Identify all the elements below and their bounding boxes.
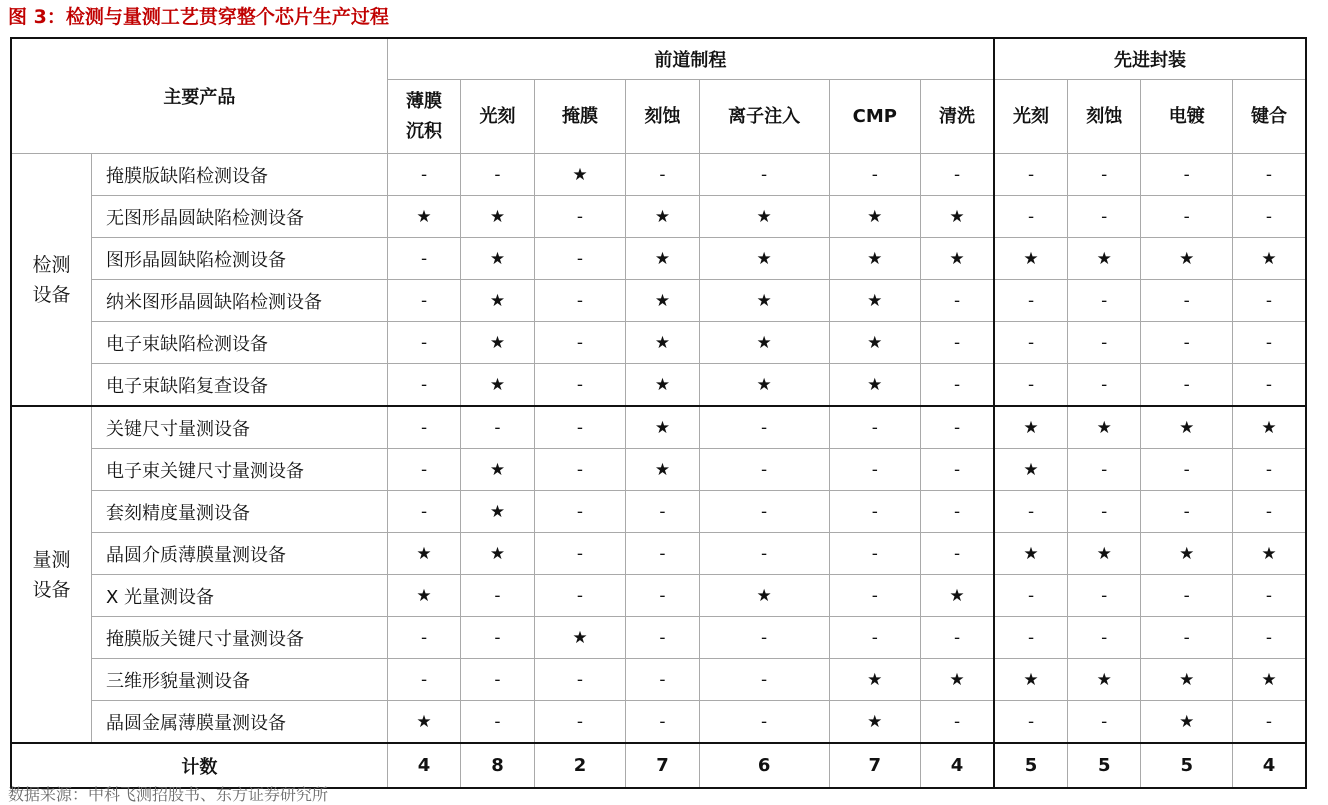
applicability-mark: ★ xyxy=(1141,659,1233,701)
product-name: 电子束关键尺寸量测设备 xyxy=(91,449,387,491)
applicability-mark: ★ xyxy=(461,533,534,575)
applicability-mark: ★ xyxy=(461,322,534,364)
count-value: 4 xyxy=(921,743,994,788)
section-label: 量测 设备 xyxy=(11,406,91,743)
product-name: 晶圆金属薄膜量测设备 xyxy=(91,701,387,744)
applicability-mark: - xyxy=(387,659,460,701)
applicability-mark: - xyxy=(1233,322,1307,364)
table-row xyxy=(11,322,1306,364)
applicability-mark: - xyxy=(994,491,1067,533)
applicability-mark: - xyxy=(534,449,626,491)
applicability-mark: ★ xyxy=(699,322,829,364)
applicability-mark: ★ xyxy=(461,491,534,533)
applicability-mark: - xyxy=(1141,322,1233,364)
applicability-mark: - xyxy=(1067,154,1140,196)
applicability-mark: - xyxy=(699,491,829,533)
count-value: 4 xyxy=(387,743,460,788)
applicability-mark: ★ xyxy=(921,575,994,617)
applicability-mark: ★ xyxy=(461,196,534,238)
process-header xyxy=(461,80,534,154)
process-header xyxy=(994,80,1067,154)
process-header-label: 刻蚀 xyxy=(644,105,681,127)
process-header-label: 光刻 xyxy=(1013,105,1049,127)
applicability-mark: ★ xyxy=(626,280,699,322)
applicability-mark: - xyxy=(461,406,534,449)
applicability-mark: ★ xyxy=(387,575,460,617)
applicability-mark: - xyxy=(1233,280,1307,322)
applicability-mark: ★ xyxy=(829,238,921,280)
applicability-mark: - xyxy=(387,406,460,449)
applicability-mark: - xyxy=(534,659,626,701)
applicability-mark: ★ xyxy=(1067,238,1140,280)
applicability-mark: ★ xyxy=(699,280,829,322)
applicability-mark: ★ xyxy=(829,659,921,701)
applicability-mark: - xyxy=(994,701,1067,744)
applicability-mark: - xyxy=(699,659,829,701)
applicability-mark: ★ xyxy=(461,449,534,491)
process-header-label: CMP xyxy=(852,105,897,127)
count-value: 6 xyxy=(699,743,829,788)
applicability-mark: ★ xyxy=(534,617,626,659)
product-name: 无图形晶圆缺陷检测设备 xyxy=(91,196,387,238)
applicability-mark: - xyxy=(626,617,699,659)
applicability-mark: ★ xyxy=(699,196,829,238)
applicability-mark: - xyxy=(461,154,534,196)
applicability-mark: - xyxy=(921,533,994,575)
applicability-mark: - xyxy=(1141,364,1233,407)
applicability-mark: ★ xyxy=(626,238,699,280)
table-row xyxy=(11,196,1306,238)
applicability-mark: - xyxy=(534,491,626,533)
applicability-mark: ★ xyxy=(921,238,994,280)
applicability-mark: - xyxy=(534,322,626,364)
applicability-mark: - xyxy=(1233,449,1307,491)
applicability-mark: - xyxy=(921,154,994,196)
applicability-mark: - xyxy=(994,575,1067,617)
count-value: 5 xyxy=(1141,743,1233,788)
applicability-mark: - xyxy=(994,364,1067,407)
applicability-mark: ★ xyxy=(387,196,460,238)
applicability-mark: - xyxy=(921,406,994,449)
applicability-mark: - xyxy=(461,701,534,744)
applicability-mark: ★ xyxy=(626,196,699,238)
product-name: 纳米图形晶圆缺陷检测设备 xyxy=(91,280,387,322)
applicability-mark: - xyxy=(829,154,921,196)
process-header-label: 清洗 xyxy=(939,105,976,127)
applicability-mark: - xyxy=(1233,154,1307,196)
applicability-mark: - xyxy=(387,280,460,322)
applicability-mark: ★ xyxy=(994,238,1067,280)
applicability-mark: ★ xyxy=(1233,238,1307,280)
applicability-mark: ★ xyxy=(994,449,1067,491)
source-note: 数据来源：中科飞测招股书、东方证券研究所 xyxy=(8,785,329,804)
applicability-mark: - xyxy=(1141,491,1233,533)
applicability-mark: - xyxy=(699,449,829,491)
table-row xyxy=(11,617,1306,659)
applicability-mark: ★ xyxy=(626,449,699,491)
table-row xyxy=(11,449,1306,491)
applicability-mark: ★ xyxy=(699,238,829,280)
applicability-mark: - xyxy=(921,617,994,659)
applicability-mark: - xyxy=(1141,617,1233,659)
applicability-mark: ★ xyxy=(1141,238,1233,280)
applicability-mark: - xyxy=(626,701,699,744)
applicability-mark: - xyxy=(1233,196,1307,238)
applicability-mark: ★ xyxy=(626,322,699,364)
applicability-mark: - xyxy=(994,617,1067,659)
process-header-label: 键合 xyxy=(1251,105,1287,127)
count-value: 7 xyxy=(626,743,699,788)
applicability-mark: - xyxy=(387,322,460,364)
applicability-mark: ★ xyxy=(994,406,1067,449)
applicability-mark: ★ xyxy=(1233,406,1307,449)
applicability-mark: - xyxy=(387,491,460,533)
process-header xyxy=(921,80,994,154)
applicability-mark: - xyxy=(1067,280,1140,322)
table-row xyxy=(11,280,1306,322)
applicability-mark: - xyxy=(699,617,829,659)
applicability-mark: - xyxy=(626,491,699,533)
count-value: 2 xyxy=(534,743,626,788)
applicability-mark: ★ xyxy=(699,364,829,407)
applicability-mark: - xyxy=(1067,617,1140,659)
applicability-mark: - xyxy=(1233,575,1307,617)
process-header-label: 离子注入 xyxy=(728,105,801,127)
applicability-mark: - xyxy=(921,701,994,744)
header-row-groups xyxy=(11,38,1306,80)
product-name: 晶圆介质薄膜量测设备 xyxy=(91,533,387,575)
applicability-mark: - xyxy=(1233,617,1307,659)
applicability-mark: - xyxy=(699,701,829,744)
applicability-mark: ★ xyxy=(1067,533,1140,575)
table-row xyxy=(11,364,1306,407)
count-label: 计数 xyxy=(11,743,387,788)
applicability-mark: - xyxy=(534,701,626,744)
applicability-mark: - xyxy=(534,364,626,407)
applicability-mark: - xyxy=(1067,364,1140,407)
applicability-mark: - xyxy=(1233,701,1307,744)
applicability-mark: ★ xyxy=(1067,659,1140,701)
applicability-mark: - xyxy=(699,533,829,575)
applicability-mark: ★ xyxy=(921,659,994,701)
applicability-mark: ★ xyxy=(1141,406,1233,449)
applicability-mark: - xyxy=(921,364,994,407)
process-header-label: 掩膜 xyxy=(561,105,598,127)
applicability-mark: - xyxy=(534,280,626,322)
product-name: 电子束缺陷复查设备 xyxy=(91,364,387,407)
applicability-mark: ★ xyxy=(994,533,1067,575)
applicability-mark: - xyxy=(387,154,460,196)
applicability-mark: - xyxy=(1067,701,1140,744)
table-row xyxy=(11,406,1306,449)
process-header xyxy=(387,80,460,154)
process-header xyxy=(626,80,699,154)
applicability-mark: - xyxy=(1233,364,1307,407)
applicability-mark: ★ xyxy=(626,364,699,407)
applicability-mark: ★ xyxy=(1141,533,1233,575)
table-row xyxy=(11,575,1306,617)
applicability-mark: - xyxy=(534,238,626,280)
applicability-mark: - xyxy=(534,533,626,575)
applicability-mark: ★ xyxy=(461,280,534,322)
process-header xyxy=(699,80,829,154)
applicability-mark: - xyxy=(1067,575,1140,617)
product-name: 三维形貌量测设备 xyxy=(91,659,387,701)
process-header-label: 刻蚀 xyxy=(1086,105,1123,127)
process-header-label: 光刻 xyxy=(479,105,516,127)
applicability-mark: ★ xyxy=(829,701,921,744)
applicability-mark: ★ xyxy=(461,364,534,407)
product-name: 掩膜版缺陷检测设备 xyxy=(91,154,387,196)
table-row xyxy=(11,154,1306,196)
applicability-mark: - xyxy=(461,617,534,659)
process-header xyxy=(1233,80,1307,154)
group-header: 前道制程 xyxy=(387,38,994,80)
applicability-mark: ★ xyxy=(921,196,994,238)
applicability-mark: - xyxy=(1067,491,1140,533)
applicability-mark: - xyxy=(534,196,626,238)
applicability-mark: - xyxy=(699,406,829,449)
count-value: 5 xyxy=(1067,743,1140,788)
applicability-mark: - xyxy=(1067,449,1140,491)
product-name: 电子束缺陷检测设备 xyxy=(91,322,387,364)
applicability-mark: - xyxy=(994,280,1067,322)
applicability-mark: - xyxy=(829,575,921,617)
applicability-mark: - xyxy=(626,154,699,196)
process-header-label: 薄膜 沉积 xyxy=(406,90,443,142)
applicability-mark: ★ xyxy=(829,280,921,322)
applicability-mark: ★ xyxy=(1141,701,1233,744)
applicability-mark: - xyxy=(829,617,921,659)
applicability-mark: - xyxy=(626,659,699,701)
applicability-mark: - xyxy=(829,491,921,533)
applicability-mark: - xyxy=(994,322,1067,364)
figure-title: 图 3：检测与量测工艺贯穿整个芯片生产过程 xyxy=(8,6,389,28)
count-value: 8 xyxy=(461,743,534,788)
applicability-mark: ★ xyxy=(1233,659,1307,701)
product-name: 掩膜版关键尺寸量测设备 xyxy=(91,617,387,659)
applicability-mark: - xyxy=(1233,491,1307,533)
applicability-mark: - xyxy=(387,449,460,491)
product-name: 图形晶圆缺陷检测设备 xyxy=(91,238,387,280)
count-value: 7 xyxy=(829,743,921,788)
table-row xyxy=(11,701,1306,744)
applicability-mark: ★ xyxy=(699,575,829,617)
applicability-mark: - xyxy=(829,533,921,575)
applicability-mark: - xyxy=(921,280,994,322)
applicability-mark: - xyxy=(626,575,699,617)
applicability-mark: - xyxy=(1141,575,1233,617)
process-header xyxy=(1067,80,1140,154)
applicability-mark: - xyxy=(1067,322,1140,364)
applicability-mark: - xyxy=(699,154,829,196)
applicability-mark: - xyxy=(1141,449,1233,491)
applicability-mark: - xyxy=(994,196,1067,238)
group-header: 先进封装 xyxy=(994,38,1306,80)
applicability-mark: ★ xyxy=(829,322,921,364)
table-row xyxy=(11,659,1306,701)
applicability-mark: ★ xyxy=(1233,533,1307,575)
applicability-mark: - xyxy=(829,449,921,491)
count-value: 4 xyxy=(1233,743,1307,788)
applicability-mark: ★ xyxy=(387,701,460,744)
process-header xyxy=(1141,80,1233,154)
applicability-mark: - xyxy=(534,575,626,617)
count-value: 5 xyxy=(994,743,1067,788)
applicability-mark: ★ xyxy=(994,659,1067,701)
applicability-mark: - xyxy=(921,449,994,491)
table-row xyxy=(11,491,1306,533)
applicability-mark: ★ xyxy=(1067,406,1140,449)
applicability-mark: - xyxy=(1141,154,1233,196)
product-name: 关键尺寸量测设备 xyxy=(91,406,387,449)
applicability-mark: ★ xyxy=(534,154,626,196)
applicability-mark: - xyxy=(534,406,626,449)
applicability-mark: - xyxy=(461,575,534,617)
product-name: X 光量测设备 xyxy=(91,575,387,617)
applicability-mark: - xyxy=(921,322,994,364)
applicability-mark: - xyxy=(921,491,994,533)
corner-header-main-products: 主要产品 xyxy=(11,38,387,154)
applicability-mark: - xyxy=(829,406,921,449)
applicability-mark: - xyxy=(1141,280,1233,322)
applicability-mark: - xyxy=(1141,196,1233,238)
applicability-mark: - xyxy=(387,364,460,407)
table-row xyxy=(11,533,1306,575)
applicability-mark: - xyxy=(994,154,1067,196)
process-header-label: 电镀 xyxy=(1168,105,1205,127)
table-row xyxy=(11,238,1306,280)
applicability-mark: ★ xyxy=(829,364,921,407)
process-equipment-table xyxy=(10,37,1307,789)
applicability-mark: ★ xyxy=(626,406,699,449)
product-name: 套刻精度量测设备 xyxy=(91,491,387,533)
applicability-mark: - xyxy=(461,659,534,701)
applicability-mark: ★ xyxy=(387,533,460,575)
process-header xyxy=(829,80,921,154)
process-header xyxy=(534,80,626,154)
applicability-mark: ★ xyxy=(461,238,534,280)
applicability-mark: ★ xyxy=(829,196,921,238)
applicability-mark: - xyxy=(626,533,699,575)
section-label: 检测 设备 xyxy=(11,154,91,407)
applicability-mark: - xyxy=(1067,196,1140,238)
applicability-mark: - xyxy=(387,238,460,280)
applicability-mark: - xyxy=(387,617,460,659)
